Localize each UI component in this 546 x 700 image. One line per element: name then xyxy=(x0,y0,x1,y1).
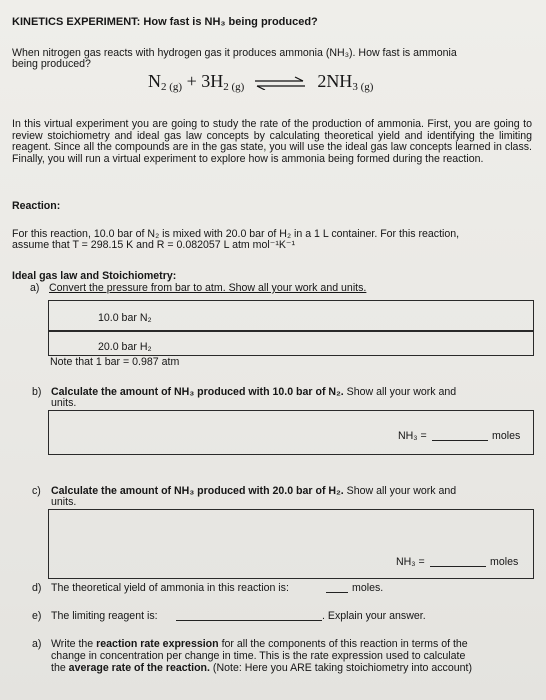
equation-h2: + 3H xyxy=(186,71,224,91)
question-rate-label: a) xyxy=(32,638,42,650)
question-rate-line-1-bold: reaction rate expression xyxy=(96,638,219,650)
reaction-heading: Reaction: xyxy=(12,200,61,212)
question-b-label: b) xyxy=(32,386,42,398)
reaction-line-2: assume that T = 298.15 K and R = 0.082057 L atm mol⁻¹K⁻¹ xyxy=(12,239,296,251)
question-rate-line-3-bold: average rate of the reaction. xyxy=(68,662,210,674)
equation-h2-sub: 2 (g) xyxy=(223,81,245,93)
question-d-blank[interactable] xyxy=(326,582,348,593)
question-rate-line-3-pre: the xyxy=(51,662,69,674)
question-c-text-line-2: units. xyxy=(51,496,77,508)
answer-b-blank[interactable] xyxy=(432,430,488,441)
question-a-text: Convert the pressure from bar to atm. Show all your work and units. xyxy=(49,282,367,294)
page-title: KINETICS EXPERIMENT: How fast is NH₃ being produced? xyxy=(12,16,318,28)
question-e-label: e) xyxy=(32,610,42,622)
question-rate-line-3-post: (Note: Here you ARE taking stoichiometry into account) xyxy=(209,662,473,674)
question-e-explain: . Explain your answer. xyxy=(322,610,426,622)
question-b-text-rest: Show all your work and xyxy=(343,386,457,398)
answer-c-prefix: NH₃ = xyxy=(396,556,425,568)
question-d-label: d) xyxy=(32,582,42,594)
answer-box-c[interactable] xyxy=(48,509,534,579)
question-b-text xyxy=(51,386,456,398)
answer-b-prefix: NH₃ = xyxy=(398,430,427,442)
answer-c-unit: moles xyxy=(490,556,519,568)
equation-n2-sub: 2 (g) xyxy=(161,81,183,93)
question-c-text-bold: Calculate the amount of NH₃ produced with 20.0 bar of H₂. xyxy=(51,485,344,497)
description-paragraph: In this virtual experiment you are going to study the rate of the production of ammonia. First, you are going to review stoichiometry and ideal gas law concepts by calculating theoretical yield and identifying the limiting reagent. Since all the compounds are in the gas state, you will use the ideal gas law concepts learned in class. Finally, you will run a virtual experiment to explore how is ammonia being formed during the reaction. xyxy=(12,118,532,165)
equation-nh3-sub: 3 (g) xyxy=(352,81,374,93)
question-d-unit: moles. xyxy=(352,582,384,594)
question-d-text: The theoretical yield of ammonia in this reaction is: xyxy=(51,582,289,594)
conversion-note: Note that 1 bar = 0.987 atm xyxy=(50,356,180,368)
section-heading: Ideal gas law and Stoichiometry: xyxy=(12,270,177,282)
question-rate-line-1 xyxy=(51,638,468,650)
question-c-text xyxy=(51,485,456,497)
answer-c-blank[interactable] xyxy=(430,556,486,567)
question-b-text-bold: Calculate the amount of NH₃ produced with 10.0 bar of N₂. xyxy=(51,386,344,398)
equation-n2: N xyxy=(148,71,161,91)
question-a-label: a) xyxy=(30,282,40,294)
reaction-equation xyxy=(148,71,373,93)
reaction-line-1: For this reaction, 10.0 bar of N₂ is mixed with 20.0 bar of H₂ in a 1 L container. For this reaction, xyxy=(12,228,460,240)
question-c-label: c) xyxy=(32,485,41,497)
question-e-blank[interactable] xyxy=(176,610,322,621)
answer-box-a-row-2-label: 20.0 bar H₂ xyxy=(98,341,152,353)
question-e-text: The limiting reagent is: xyxy=(51,610,158,622)
equilibrium-arrow-icon xyxy=(253,76,307,90)
question-rate-line-2: change in concentration per change in time. This is the rate expression used to calculate xyxy=(51,650,466,662)
question-b-text-line-2: units. xyxy=(51,397,77,409)
answer-box-a-row-1-label: 10.0 bar N₂ xyxy=(98,312,152,324)
answer-b-unit: moles xyxy=(492,430,521,442)
question-rate-line-3 xyxy=(51,662,472,674)
question-rate-line-1-post: for all the components of this reaction in terms of the xyxy=(218,638,468,650)
intro-line-1: When nitrogen gas reacts with hydrogen gas it produces ammonia (NH₃). How fast is ammonia xyxy=(12,47,457,59)
intro-line-2: being produced? xyxy=(12,58,91,70)
question-c-text-rest: Show all your work and xyxy=(343,485,457,497)
equation-nh3: 2NH xyxy=(317,71,353,91)
question-rate-line-1-pre: Write the xyxy=(51,638,97,650)
